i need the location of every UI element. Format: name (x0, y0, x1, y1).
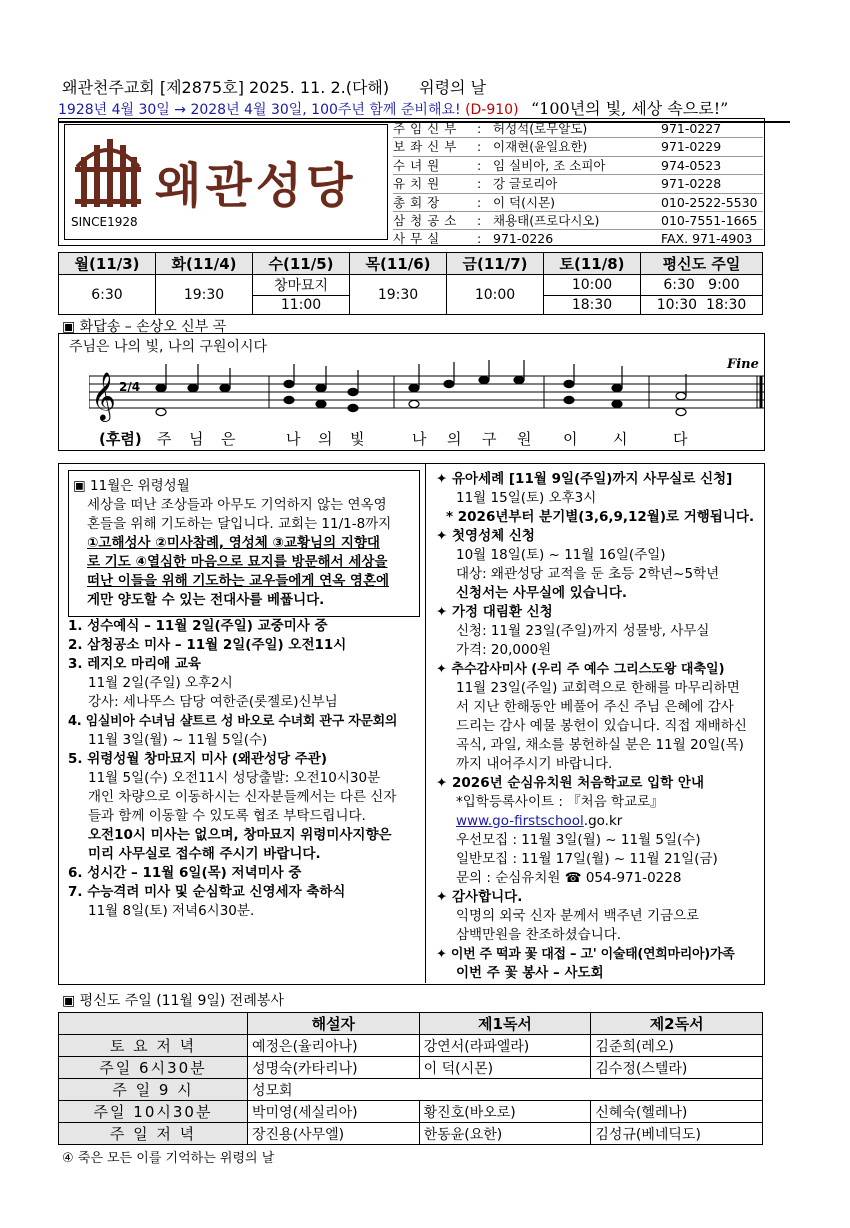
lyric-syllable: 의 (318, 430, 333, 448)
staff-role: 보좌신부 (393, 139, 462, 155)
staff-name: 이 덕(시몬) (493, 194, 556, 210)
staff-role: 유치원 (393, 176, 445, 192)
notice-text: 혼들을 위해 기도하는 달입니다. 교회는 11/1-8까지 (87, 516, 392, 532)
notice-detail: 11월 3일(월) ~ 11월 5일(수) (88, 732, 268, 748)
staff-row: 수녀원 : 임 실비아, 조 소피아 974-0523 (393, 157, 763, 175)
notice-item: 2. 삼청공소 미사 – 11월 2일(주일) 오전11시 (68, 637, 347, 653)
notice-item: 5. 위령성월 창마묘지 미사 (왜관성당 주관) (68, 751, 328, 767)
fine-mark: Fine (727, 357, 759, 372)
staff-row: 유치원 : 강 글로리아 971-0228 (393, 175, 763, 193)
notice-detail: 11월 23일(주일) 교회력으로 한해를 마무리하면 (456, 680, 740, 696)
notice-item: 7. 수능격려 미사 및 순심학교 신영세자 축하식 (68, 884, 346, 900)
notice-detail: 이번 주 꽃 봉사 – 사도회 (456, 965, 604, 981)
footer-note: ④ 죽은 모든 이를 기억하는 위령의 날 (62, 1151, 275, 1166)
staff-tel: FAX. 971-4903 (661, 231, 753, 247)
service-header-row (59, 1013, 763, 1035)
countdown: (D-910) (465, 102, 519, 118)
mass-schedule-table (58, 252, 763, 315)
notice-text: 게만 양도할 수 있는 전대사를 베풉니다. (87, 592, 325, 608)
day-header: 금(11/7) (447, 253, 544, 275)
notice-item: ✦ 가정 대림환 신청 (436, 604, 553, 620)
music-staff (89, 356, 769, 428)
lyric-syllable: 빛 (350, 430, 365, 448)
staff-name: 허성석(로무알도) (493, 121, 588, 136)
notice-item: ✦ 2026년 순심유치원 처음학교로 입학 안내 (436, 775, 704, 791)
mass-time: 10:30 18:30 (641, 296, 763, 315)
mass-time: 11:00 (253, 296, 350, 315)
notice-detail: 11월 15일(토) 오후3시 (456, 490, 597, 506)
mass-time: 6:30 (59, 275, 156, 315)
blank-header (59, 1013, 248, 1035)
table-cell: 성명숙(카타리나) (248, 1057, 420, 1079)
notice-detail: 오전10시 미사는 없으며, 창마묘지 위령미사지향은 (88, 827, 392, 843)
notice-item: 4. 임실비아 수녀님 샬트르 성 바오로 수녀회 관구 자문회의 (68, 714, 398, 729)
school-url-suffix: .go.kr (583, 813, 623, 829)
day-header: 목(11/6) (350, 253, 447, 275)
lyric-syllable: 구 (482, 430, 497, 448)
table-cell: 김성규(베네딕도) (591, 1123, 763, 1145)
all-souls-title: ▣ 11월은 위령성월 (73, 478, 190, 494)
mass-time: 19:30 (156, 275, 253, 315)
notice-detail: 개인 차량으로 이동하시는 신자분들께서는 다른 신자 (88, 789, 397, 805)
staff-name: 채용태(프로다시오) (493, 212, 600, 228)
notice-detail: 신청: 11월 23일(주일)까지 성물방, 사무실 (456, 623, 710, 639)
time-signature: 2/4 (119, 380, 141, 394)
staff-tel: 971-0228 (661, 176, 722, 192)
column-divider (425, 463, 426, 983)
notice-detail: * 2026년부터 분기별(3,6,9,12월)로 거행됩니다. (446, 509, 755, 525)
mass-time: 10:00 (447, 275, 544, 315)
notice-detail: 미리 사무실로 접수해 주시기 바랍니다. (88, 846, 321, 862)
school-link[interactable]: www.go-firstschool (456, 813, 584, 829)
lyric-syllable: 은 (221, 430, 236, 448)
mass-time: 19:30 (350, 275, 447, 315)
notice-detail: 가격: 20,000원 (456, 642, 552, 658)
school-url (436, 812, 758, 831)
table-cell: 이 덕(시몬) (419, 1057, 591, 1079)
table-row (59, 1123, 763, 1145)
church-logo-icon (73, 137, 143, 213)
day-header: 화(11/4) (156, 253, 253, 275)
staff-tel: 010-2522-5530 (661, 194, 758, 210)
lyric-syllable: 시 (613, 430, 628, 448)
staff-row: 삼청공소 : 채용태(프로다시오) 010-7551-1665 (393, 212, 763, 230)
staff-role: 주임신부 (393, 121, 462, 136)
notice-detail: 11월 5일(수) 오전11시 성당출발: 오전10시30분 (88, 770, 381, 786)
hymn-lyrics (99, 428, 688, 449)
table-row (59, 1057, 763, 1079)
table-cell: 한동윤(요한) (419, 1123, 591, 1145)
column-header: 해설자 (248, 1013, 420, 1035)
notice-detail: 신청서는 사무실에 있습니다. (456, 585, 628, 601)
bulletin-title (62, 75, 486, 98)
table-cell: 김준희(레오) (591, 1035, 763, 1057)
notice-detail: 11월 2일(주일) 오후2시 (88, 675, 233, 691)
row-label: 주일 6시30분 (59, 1057, 248, 1079)
notices-right-column (436, 470, 758, 983)
staff-row: 사무실 : 971-0226 FAX. 971-4903 (393, 230, 763, 247)
lyric-syllable: 나 (286, 430, 301, 448)
centennial-text: 1928년 4월 30일 → 2028년 4월 30일, 100주년 함께 준비해요! (58, 102, 461, 118)
notice-detail: 드리는 감사 예물 봉헌이 있습니다. 직접 재배하신 (456, 718, 747, 734)
table-cell: 성모회 (248, 1079, 763, 1101)
notice-item: ✦ 추수감사미사 (우리 주 예수 그리스도왕 대축일) (436, 662, 725, 677)
notice-detail: 대상: 왜관성당 교적을 둔 초등 2학년~5학년 (456, 566, 720, 582)
hymn-box (58, 333, 765, 451)
schedule-header-row (59, 253, 763, 275)
staff-row: 주임신부 : 허성석(로무알도) 971-0227 (393, 120, 763, 138)
notice-detail: 서 지난 한해동안 베풀어 주신 주님 은혜에 감사 (456, 699, 734, 715)
parish-logo (64, 124, 388, 240)
lyric-syllable: 주 (157, 430, 172, 448)
column-header: 제1독서 (419, 1013, 591, 1035)
staff-name: 971-0226 (493, 231, 554, 247)
service-header: ▣ 평신도 주일 (11월 9일) 전례봉사 (62, 993, 284, 1009)
hymn-title: 주님은 나의 빛, 나의 구원이시다 (69, 339, 268, 355)
day-header: 월(11/3) (59, 253, 156, 275)
table-cell: 박미영(세실리아) (248, 1101, 420, 1123)
notice-item: 6. 성시간 – 11월 6일(목) 저녁미사 중 (68, 865, 302, 881)
table-cell: 황진호(바오로) (419, 1101, 591, 1123)
motto: “100년의 빛, 세상 속으로!” (531, 99, 729, 118)
column-header: 제2독서 (591, 1013, 763, 1035)
notice-item: 3. 레지오 마리애 교육 (68, 656, 201, 672)
notice-detail: 우선모집 : 11월 3일(월) ~ 11월 5일(수) (456, 832, 701, 848)
row-label: 주 일 9 시 (59, 1079, 248, 1101)
row-label: 주 일 저 녁 (59, 1123, 248, 1145)
notice-item: ✦ 이번 주 떡과 꽃 대접 – 고' 이술태(연희마리아)가족 (436, 947, 735, 962)
staff-role: 삼청공소 (393, 212, 462, 228)
all-souls-month-box (68, 470, 420, 617)
mass-location: 창마묘지 (253, 275, 350, 296)
row-label: 토 요 저 녁 (59, 1035, 248, 1057)
hymn-header: ▣ 화답송 – 손상오 신부 곡 (62, 319, 227, 335)
staff-name: 강 글로리아 (493, 176, 558, 192)
notice-text: 세상을 떠난 조상들과 아무도 기억하지 않는 연옥영 (87, 497, 387, 513)
notice-detail: 일반모집 : 11월 17일(월) ~ 11월 21일(금) (456, 851, 718, 867)
staff-tel: 971-0229 (661, 139, 722, 155)
notice-item: ✦ 유아세례 [11월 9일(주일)까지 사무실로 신청] (436, 471, 733, 487)
day-header: 평신도 주일 (641, 253, 763, 275)
notice-detail: 들과 함께 이동할 수 있도록 협조 부탁드립니다. (88, 808, 366, 824)
staff-name: 임 실비아, 조 소피아 (493, 157, 606, 173)
lyric-syllable: 나 (412, 430, 427, 448)
notice-detail: 삼백만원을 찬조하셨습니다. (456, 927, 622, 943)
table-cell: 신혜숙(헬레나) (591, 1101, 763, 1123)
notice-detail: 까지 내어주시기 바랍니다. (456, 756, 613, 772)
lyric-syllable: 다 (673, 430, 688, 448)
notice-detail: 익명의 외국 신자 분께서 백주년 기금으로 (456, 908, 700, 924)
staff-directory (393, 120, 763, 248)
staff-tel: 974-0523 (661, 157, 722, 173)
lyric-syllable: 의 (447, 430, 462, 448)
lyric-syllable: 님 (189, 430, 204, 448)
issue-title: 왜관천주교회 [제2875호] 2025. 11. 2.(다해) (62, 78, 390, 97)
staff-name: 이재현(윤일요한) (493, 139, 588, 155)
lyric-syllable: 이 (563, 430, 578, 448)
notice-detail: 10월 18일(토) ~ 11월 16일(주일) (456, 547, 666, 563)
notices-left-column (68, 470, 420, 921)
table-cell: 강연서(라파엘라) (419, 1035, 591, 1057)
staff-role: 수녀원 (393, 157, 445, 173)
table-cell: 예정은(율리아나) (248, 1035, 420, 1057)
staff-row: 보좌신부 : 이재현(윤일요한) 971-0229 (393, 138, 763, 156)
staff-role: 사무실 (393, 231, 445, 247)
mass-time: 18:30 (544, 296, 641, 315)
staff-row: 총회장 : 이 덕(시몬) 010-2522-5530 (393, 194, 763, 212)
staff-tel: 971-0227 (661, 121, 722, 136)
refrain-label: (후렴) (99, 430, 142, 448)
since-text: SINCE1928 (71, 215, 138, 229)
notice-item: ✦ 감사합니다. (436, 889, 523, 905)
table-cell: 김수정(스텔라) (591, 1057, 763, 1079)
notice-text: 로 기도 ④열심한 마음으로 묘지를 방문해서 세상을 (87, 554, 388, 570)
mass-time: 10:00 (544, 275, 641, 296)
schedule-row (59, 275, 763, 296)
notice-detail: 강사: 세나뚜스 담당 여한준(롯젤로)신부님 (88, 694, 338, 710)
notice-detail: *입학등록사이트 : 『처음 학교로』 (456, 794, 664, 810)
day-header: 토(11/8) (544, 253, 641, 275)
notice-detail: 곡식, 과일, 채소를 봉헌하실 분은 11월 20일(목) (456, 737, 744, 753)
table-row (59, 1079, 763, 1101)
feast-title: 위령의 날 (419, 78, 487, 97)
logo-text: 왜관성당 (155, 158, 357, 214)
table-row (59, 1101, 763, 1123)
table-cell: 장진용(사무엘) (248, 1123, 420, 1145)
notice-text: 떠난 이들을 위해 기도하는 교우들에게 연옥 영혼에 (87, 573, 390, 589)
service-table (58, 1012, 763, 1145)
table-row (59, 1035, 763, 1057)
notice-item: 1. 성수예식 – 11월 2일(주일) 교중미사 중 (68, 618, 328, 634)
staff-tel: 010-7551-1665 (661, 212, 758, 228)
treble-clef-icon: 𝄞 (91, 371, 116, 420)
row-label: 주일 10시30분 (59, 1101, 248, 1123)
notice-text: ①고해성사 ②미사참례, 영성체 ③교황님의 지향대 (87, 535, 380, 551)
notice-detail: 문의 : 순심유치원 ☎ 054-971-0228 (456, 870, 682, 886)
day-header: 수(11/5) (253, 253, 350, 275)
notice-detail: 11월 8일(토) 저녁6시30분. (88, 903, 255, 919)
staff-role: 총회장 (393, 194, 445, 210)
notice-item: ✦ 첫영성체 신청 (436, 528, 535, 544)
mass-time: 6:30 9:00 (641, 275, 763, 296)
lyric-syllable: 원 (517, 430, 532, 448)
